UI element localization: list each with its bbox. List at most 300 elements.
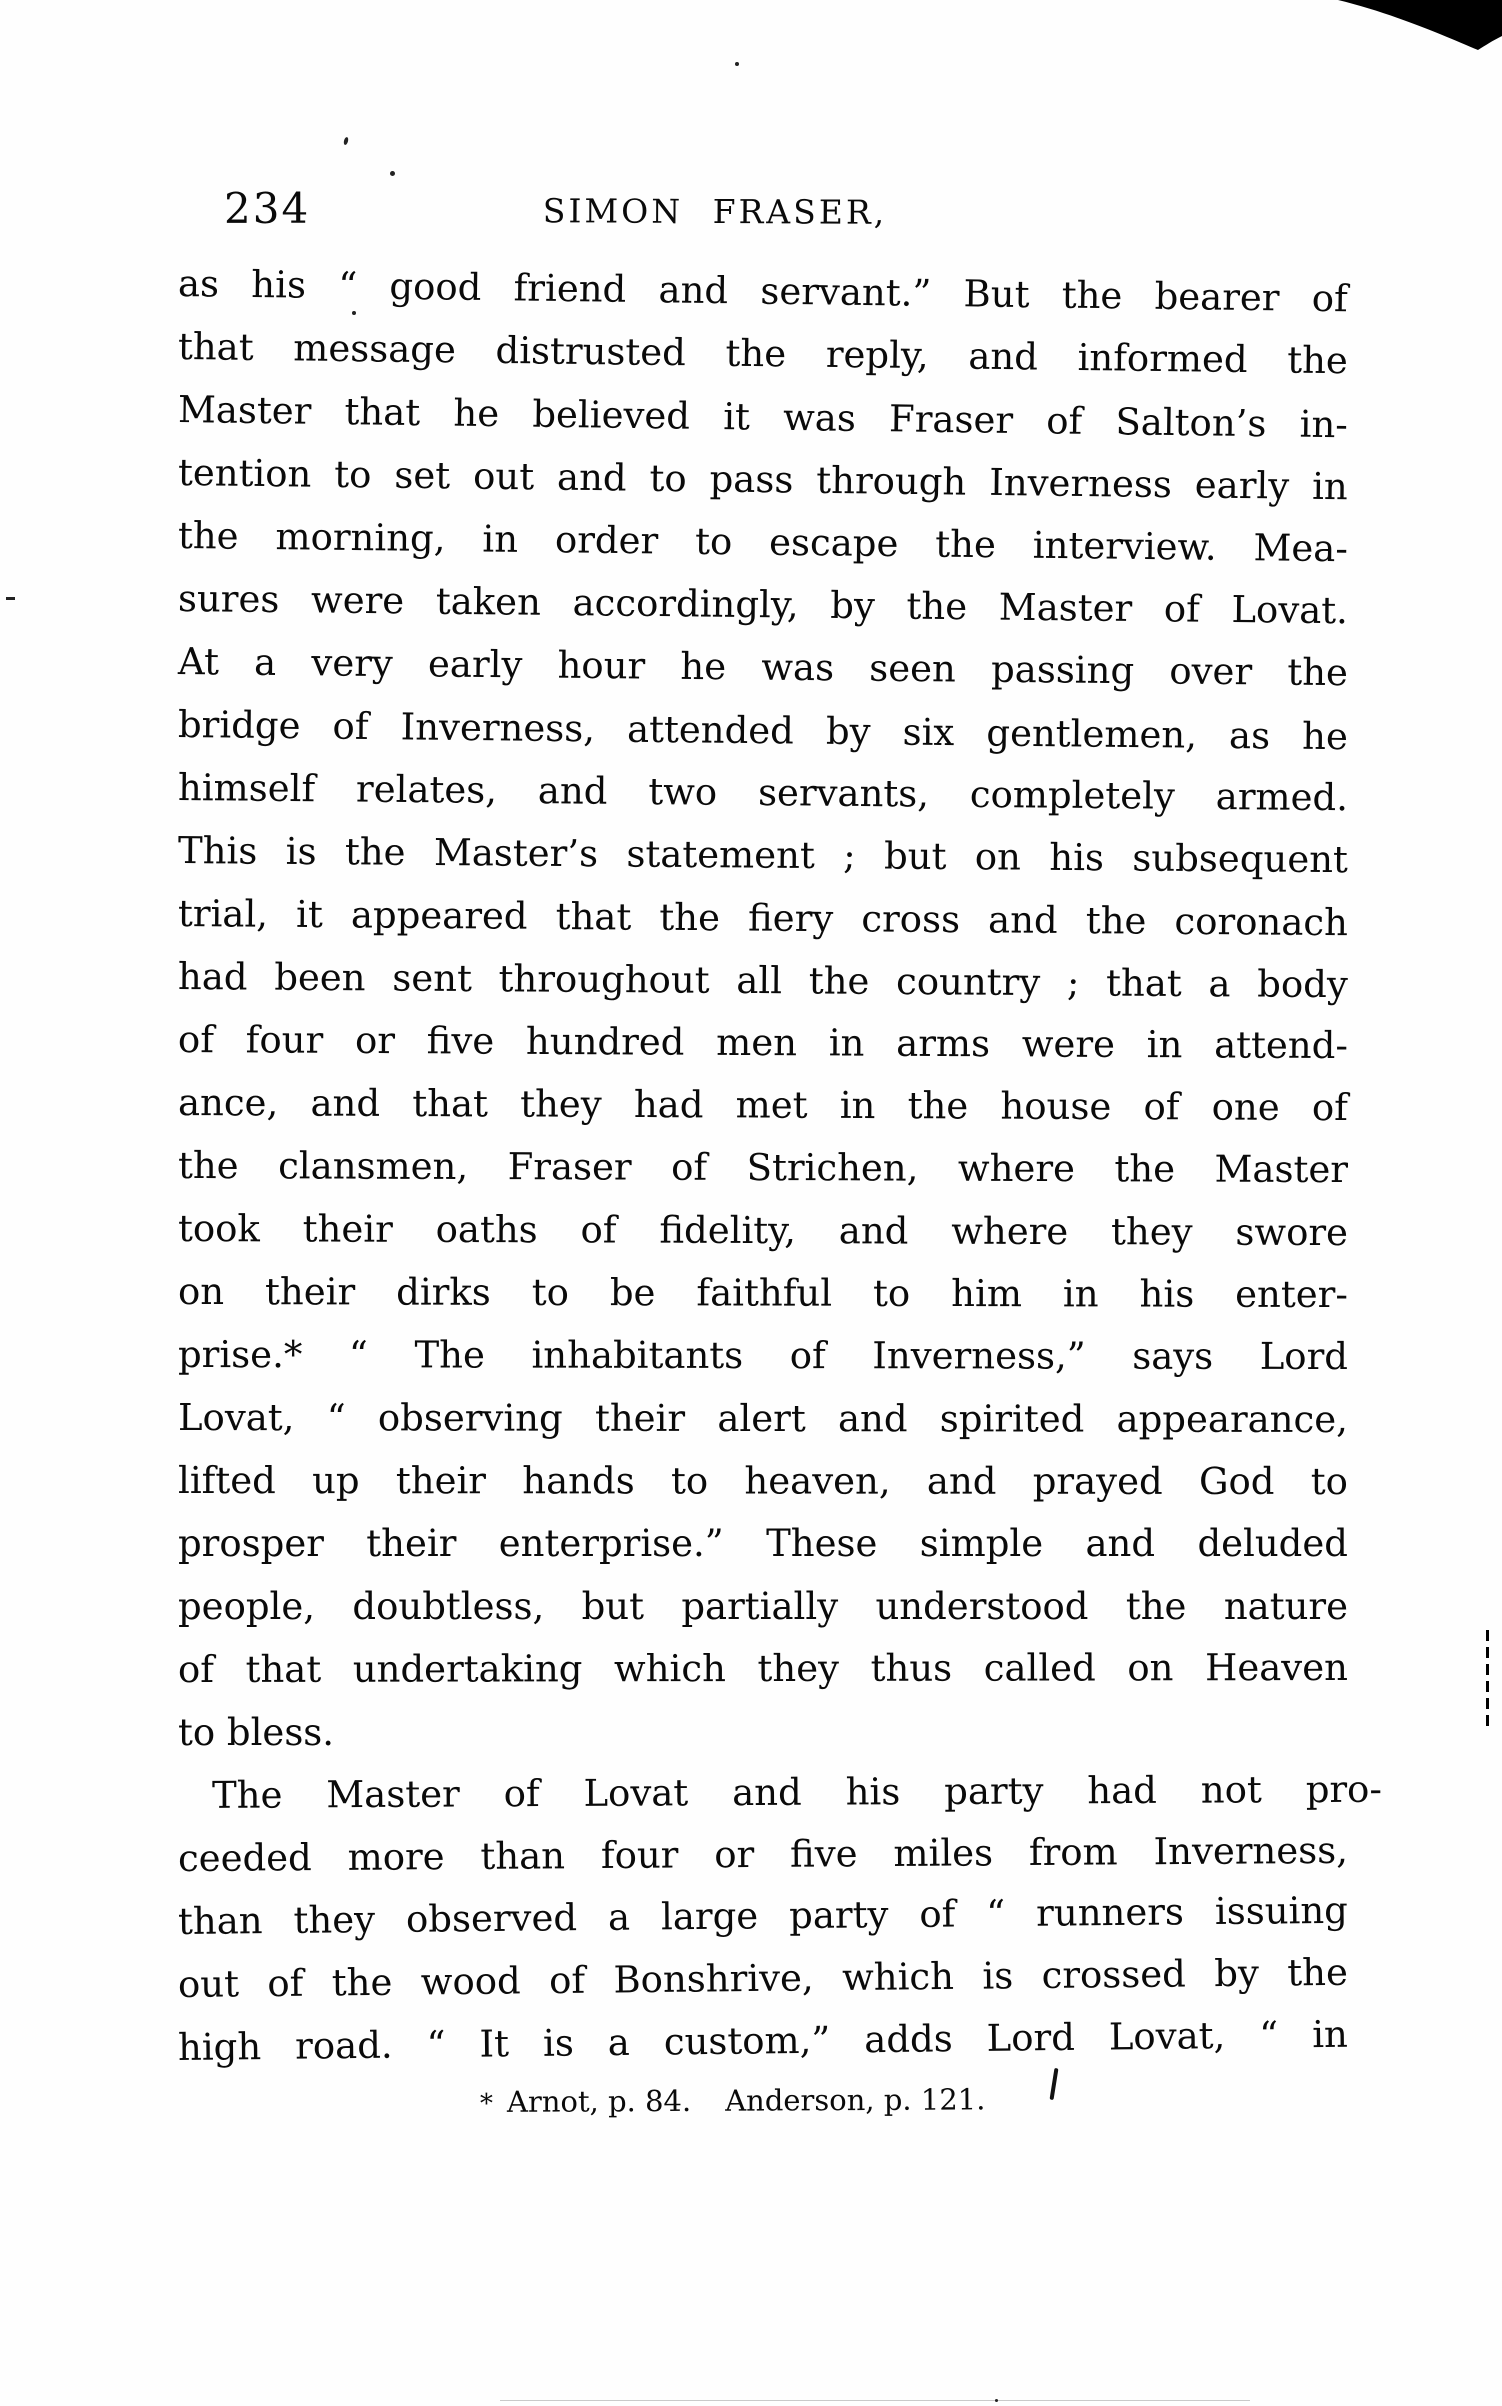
word: by — [830, 583, 876, 628]
word: spirited — [939, 1397, 1085, 1441]
text-line — [178, 1323, 1348, 1388]
word: pro- — [1305, 1767, 1383, 1812]
word: by — [1214, 1951, 1260, 1996]
word: a — [253, 640, 277, 684]
word: been — [274, 955, 366, 1000]
word: house — [1000, 1084, 1112, 1129]
word: lifted — [177, 1459, 276, 1503]
word: he — [1301, 714, 1349, 759]
word: himself — [177, 766, 316, 811]
word: and — [968, 334, 1039, 379]
word: on — [1127, 1646, 1174, 1690]
text-line — [178, 819, 1348, 891]
word: but — [883, 834, 947, 879]
word: of — [503, 1772, 540, 1816]
word: and — [310, 1081, 381, 1125]
word: it — [722, 395, 751, 439]
word: crossed — [1041, 1952, 1187, 1997]
word: runners — [1035, 1890, 1185, 1935]
word: is — [285, 829, 317, 874]
word: thus — [870, 1646, 953, 1690]
word: called — [983, 1646, 1096, 1690]
word: two — [648, 770, 718, 814]
word: that — [555, 894, 632, 939]
text-line — [178, 1260, 1348, 1326]
word: simple — [919, 1522, 1044, 1565]
word: up — [312, 1459, 360, 1503]
word: the — [331, 1960, 393, 2005]
word: country — [895, 960, 1041, 1005]
word: armed. — [1215, 775, 1349, 820]
word: he — [453, 391, 500, 436]
word: the — [1114, 1147, 1176, 1191]
word: ance, — [177, 1081, 279, 1125]
word: more — [347, 1835, 445, 1879]
word: sent — [392, 956, 473, 1001]
word: by — [825, 709, 871, 754]
word: miles — [893, 1831, 994, 1876]
word: were — [1021, 1022, 1116, 1066]
word: the — [1287, 1950, 1349, 1995]
word: God — [1198, 1459, 1275, 1503]
word: than — [480, 1834, 566, 1878]
word: four — [245, 1018, 324, 1062]
word: is — [982, 1954, 1014, 1998]
word: observed — [405, 1896, 578, 1941]
text-line — [178, 882, 1348, 954]
word: and — [537, 769, 608, 813]
word: party — [788, 1893, 889, 1938]
word: they — [757, 1646, 840, 1690]
word: wood — [420, 1959, 521, 2004]
word: nature — [1223, 1585, 1348, 1628]
word: to — [694, 519, 733, 564]
word: the — [935, 522, 997, 567]
word: and — [837, 1397, 908, 1441]
text-line — [178, 1449, 1348, 1513]
word: their — [265, 1270, 356, 1314]
ink-speck — [995, 2399, 998, 2402]
word: his — [845, 1770, 901, 1814]
word: took — [177, 1207, 260, 1251]
text-line — [178, 2003, 1349, 2079]
word: the — [1061, 273, 1123, 318]
word: Salton’s — [1115, 400, 1267, 446]
word: of — [548, 1958, 586, 2003]
word: five — [426, 1019, 495, 1063]
word: Strichen, — [746, 1145, 919, 1190]
word: fiery — [747, 896, 834, 941]
word: order — [554, 518, 659, 563]
word: over — [1169, 649, 1253, 694]
word: distrusted — [495, 328, 687, 375]
word: clansmen, — [278, 1144, 469, 1189]
word: Lovat, — [1108, 2014, 1226, 2059]
word: of — [671, 1145, 708, 1189]
word: Master — [1214, 1147, 1349, 1192]
ink-speck — [343, 137, 349, 146]
word: issuing — [1214, 1888, 1349, 1934]
word: attended — [626, 707, 795, 753]
word: through — [816, 458, 967, 504]
word: out — [177, 1962, 240, 2006]
word: a — [607, 1895, 631, 1939]
word: tention — [177, 451, 312, 496]
word: throughout — [498, 957, 710, 1002]
word: in — [1311, 464, 1349, 509]
word: on — [177, 1270, 225, 1314]
word: in — [1146, 1023, 1183, 1067]
word: gentlemen, — [986, 711, 1198, 757]
word: road. — [294, 2023, 393, 2068]
text-line — [178, 1758, 1382, 1827]
word: that — [1105, 961, 1182, 1006]
word: informed — [1077, 335, 1248, 382]
word: in — [482, 517, 519, 561]
word: had — [177, 955, 248, 999]
word: coronach — [1174, 899, 1349, 945]
word: servant.” — [760, 269, 932, 315]
word: that — [344, 390, 421, 435]
word: message — [293, 326, 457, 372]
word: appeared — [350, 893, 528, 938]
word: from — [1028, 1830, 1118, 1875]
word: four — [600, 1833, 679, 1878]
word: in- — [1299, 402, 1349, 447]
word: attend- — [1214, 1023, 1349, 1068]
word: the — [1125, 1585, 1187, 1628]
ink-speck — [390, 171, 395, 176]
word: believed — [532, 392, 691, 438]
text-line — [178, 756, 1349, 829]
word: as — [1228, 714, 1271, 758]
word: “ — [426, 2022, 446, 2067]
word: set — [394, 453, 451, 498]
word: enterprise.” — [498, 1522, 724, 1565]
word: sures — [177, 577, 280, 622]
word: Inverness,” — [872, 1334, 1086, 1378]
word: of — [1311, 1085, 1349, 1130]
word: relates, — [355, 767, 498, 812]
word: morning, — [275, 515, 446, 561]
text-line — [178, 630, 1349, 704]
text-line — [178, 1071, 1348, 1139]
word: five — [789, 1832, 858, 1876]
word: of — [1046, 399, 1083, 443]
word: body — [1257, 962, 1348, 1007]
word: Inverness, — [400, 705, 596, 751]
ink-speck — [352, 311, 356, 315]
word: the — [1287, 650, 1349, 695]
page-corner-mark — [1240, 0, 1502, 60]
word: Inverness, — [1153, 1828, 1349, 1874]
word: seen — [869, 646, 957, 691]
word: interview. — [1032, 523, 1217, 569]
word: their — [302, 1207, 393, 1251]
word: statement — [626, 832, 816, 878]
word: prise.* — [177, 1333, 303, 1377]
word: he — [680, 644, 727, 689]
word: cross — [861, 897, 961, 942]
word: arms — [896, 1021, 991, 1066]
text-line — [178, 1636, 1348, 1701]
ink-mark — [1050, 2068, 1059, 2100]
word: party — [944, 1769, 1044, 1813]
word: “ — [1259, 2013, 1279, 2057]
word: Lord — [1259, 1334, 1349, 1379]
scan-edge-artifact — [1486, 1630, 1489, 1726]
word: deluded — [1197, 1522, 1348, 1565]
word: was — [782, 395, 857, 440]
word: had — [633, 1082, 704, 1127]
word: a — [1208, 962, 1231, 1006]
word: on — [974, 835, 1022, 879]
word: hands — [522, 1459, 635, 1503]
word: a — [607, 2020, 631, 2065]
word: Master’s — [433, 831, 599, 876]
word: heaven, — [744, 1459, 891, 1503]
word: which — [613, 1647, 726, 1691]
word: The — [211, 1773, 283, 1817]
word: and — [987, 898, 1058, 942]
word: ceeded — [177, 1836, 312, 1880]
word: and — [838, 1209, 909, 1253]
footnote-ref: Anderson, p. 121. — [725, 2082, 986, 2118]
word: prayed — [1032, 1459, 1163, 1503]
word: good — [389, 264, 482, 309]
text-line — [178, 1819, 1348, 1890]
word: his — [1139, 1272, 1195, 1316]
word: it — [295, 892, 324, 937]
word: understood — [875, 1585, 1089, 1628]
word: Lovat. — [1231, 588, 1349, 633]
word: his — [251, 262, 307, 307]
word: trial, — [177, 892, 269, 936]
word: that — [177, 325, 254, 369]
word: fidelity, — [659, 1208, 797, 1253]
word: the — [1085, 899, 1147, 943]
word: very — [311, 641, 394, 686]
word: had — [1087, 1768, 1158, 1813]
word: hundred — [525, 1019, 685, 1064]
word: bearer — [1154, 274, 1280, 320]
word: accordingly, — [572, 581, 799, 627]
word: they — [520, 1082, 602, 1126]
word: It — [479, 2022, 510, 2066]
word: “ — [348, 1333, 368, 1377]
word: where — [957, 1146, 1076, 1191]
word: not — [1200, 1768, 1262, 1812]
word: and — [926, 1459, 997, 1503]
word: where — [951, 1209, 1069, 1254]
word: completely — [969, 772, 1176, 818]
word: adds — [864, 2017, 953, 2062]
word: pass — [709, 457, 794, 502]
word: than — [177, 1899, 263, 1943]
word: the — [659, 895, 721, 940]
word: Mea- — [1253, 526, 1349, 571]
word: Master — [177, 388, 312, 433]
word: in — [839, 1083, 876, 1128]
word: high — [177, 2025, 262, 2069]
word: the — [906, 584, 968, 629]
word: enter- — [1235, 1272, 1348, 1317]
word: At — [177, 640, 220, 684]
word: The — [414, 1333, 485, 1377]
word: to — [1310, 1459, 1348, 1504]
word: of — [1163, 587, 1201, 631]
word: they — [1111, 1210, 1193, 1254]
text-line — [178, 945, 1348, 1016]
word: observing — [377, 1396, 563, 1440]
word: of — [919, 1892, 956, 1936]
word: ; — [1066, 961, 1080, 1005]
word: that — [412, 1082, 489, 1126]
word: be — [609, 1271, 656, 1315]
word: Master — [998, 585, 1133, 630]
word: hour — [557, 643, 646, 688]
word: dirks — [396, 1270, 491, 1314]
word: large — [660, 1894, 759, 1939]
word: But — [963, 272, 1030, 317]
ink-speck — [735, 62, 739, 66]
text-line — [178, 1512, 1348, 1575]
word: friend — [513, 266, 627, 311]
word: out — [472, 454, 535, 499]
word: in — [1062, 1272, 1099, 1316]
word: the — [907, 1084, 969, 1128]
word: alert — [717, 1396, 806, 1441]
scan-edge-artifact — [500, 2400, 1250, 2401]
word: custom,” — [663, 2018, 831, 2064]
footnote — [480, 2079, 1020, 2124]
word: the — [808, 959, 870, 1003]
word: but — [581, 1585, 644, 1628]
word: undertaking — [352, 1647, 583, 1691]
word: Lovat, — [177, 1396, 295, 1440]
word: servants, — [757, 771, 930, 816]
word: partially — [681, 1585, 839, 1628]
text-line — [178, 1575, 1348, 1638]
word: their — [366, 1522, 457, 1565]
word: of — [580, 1208, 617, 1252]
word: to — [649, 456, 687, 501]
ink-speck — [6, 597, 15, 600]
word: and — [658, 268, 729, 313]
word: “ — [986, 1892, 1006, 1936]
text-line — [178, 1008, 1348, 1077]
word: is — [542, 2021, 575, 2065]
word: of — [267, 1961, 304, 2006]
word: or — [354, 1018, 396, 1063]
word: to — [334, 452, 372, 497]
word: This — [177, 829, 258, 873]
word: prosper — [178, 1522, 324, 1565]
word: faithful — [696, 1271, 833, 1315]
word: men — [716, 1020, 798, 1065]
word: as — [177, 262, 220, 306]
word: to — [670, 1459, 709, 1503]
word: appearance, — [1116, 1397, 1348, 1442]
word: of — [789, 1334, 826, 1378]
word: the — [177, 514, 239, 558]
word: were — [310, 578, 405, 623]
word: their — [395, 1459, 487, 1503]
word: reply, — [825, 332, 929, 378]
word: or — [714, 1832, 755, 1877]
running-header-title: SIMON FRASER, — [542, 191, 888, 232]
word: in — [1311, 2012, 1349, 2057]
text-line — [178, 1134, 1348, 1201]
word: says — [1132, 1334, 1214, 1378]
word: bridge — [177, 703, 301, 748]
word: These — [766, 1522, 878, 1565]
word: Fraser — [507, 1145, 632, 1189]
word: their — [594, 1396, 686, 1440]
word: to — [531, 1270, 569, 1315]
word: escape — [768, 520, 899, 566]
word: ; — [843, 834, 856, 878]
word: of — [1311, 276, 1349, 321]
word: of — [332, 704, 369, 748]
word: that — [245, 1647, 322, 1691]
word: Bonshrive, — [613, 1956, 814, 2002]
word: and — [732, 1770, 802, 1815]
word: and — [556, 455, 627, 500]
word: early — [1194, 463, 1290, 508]
word: passing — [990, 647, 1135, 693]
page-number: 234 — [224, 184, 311, 233]
word: Fraser — [888, 397, 1014, 442]
word: taken — [435, 579, 542, 624]
word: doubtless, — [352, 1585, 545, 1628]
word: oaths — [435, 1207, 538, 1252]
word: of — [1143, 1085, 1180, 1129]
word: which — [841, 1954, 955, 2000]
footnote-ref: Arnot, p. 84. — [506, 2083, 692, 2119]
word: subsequent — [1132, 836, 1349, 882]
word: Lord — [986, 2015, 1076, 2060]
word: the — [177, 1144, 239, 1188]
word: met — [735, 1083, 808, 1127]
word: Lovat — [583, 1771, 689, 1815]
word: and — [1085, 1522, 1156, 1565]
word: to — [873, 1271, 911, 1315]
word: they — [293, 1898, 376, 1942]
word: inhabitants — [531, 1333, 744, 1377]
word: “ — [326, 1396, 346, 1440]
word: six — [902, 710, 955, 755]
word: swore — [1235, 1210, 1349, 1255]
word: Inverness — [988, 460, 1173, 507]
word: one — [1211, 1085, 1280, 1129]
word: Heaven — [1205, 1645, 1348, 1690]
word: of — [177, 1647, 215, 1691]
word: “ — [337, 264, 358, 308]
word: the — [1286, 338, 1349, 383]
word: his — [1049, 835, 1105, 880]
word: him — [951, 1272, 1023, 1316]
word: people, — [178, 1585, 316, 1628]
word: the — [725, 331, 787, 376]
footnote-symbol: * — [479, 2088, 494, 2119]
word: early — [427, 642, 523, 687]
word: Master — [326, 1772, 460, 1817]
word: was — [761, 645, 835, 690]
text-line: to bless. — [178, 1711, 335, 1754]
text-line — [178, 1386, 1348, 1451]
word: in — [828, 1021, 865, 1065]
